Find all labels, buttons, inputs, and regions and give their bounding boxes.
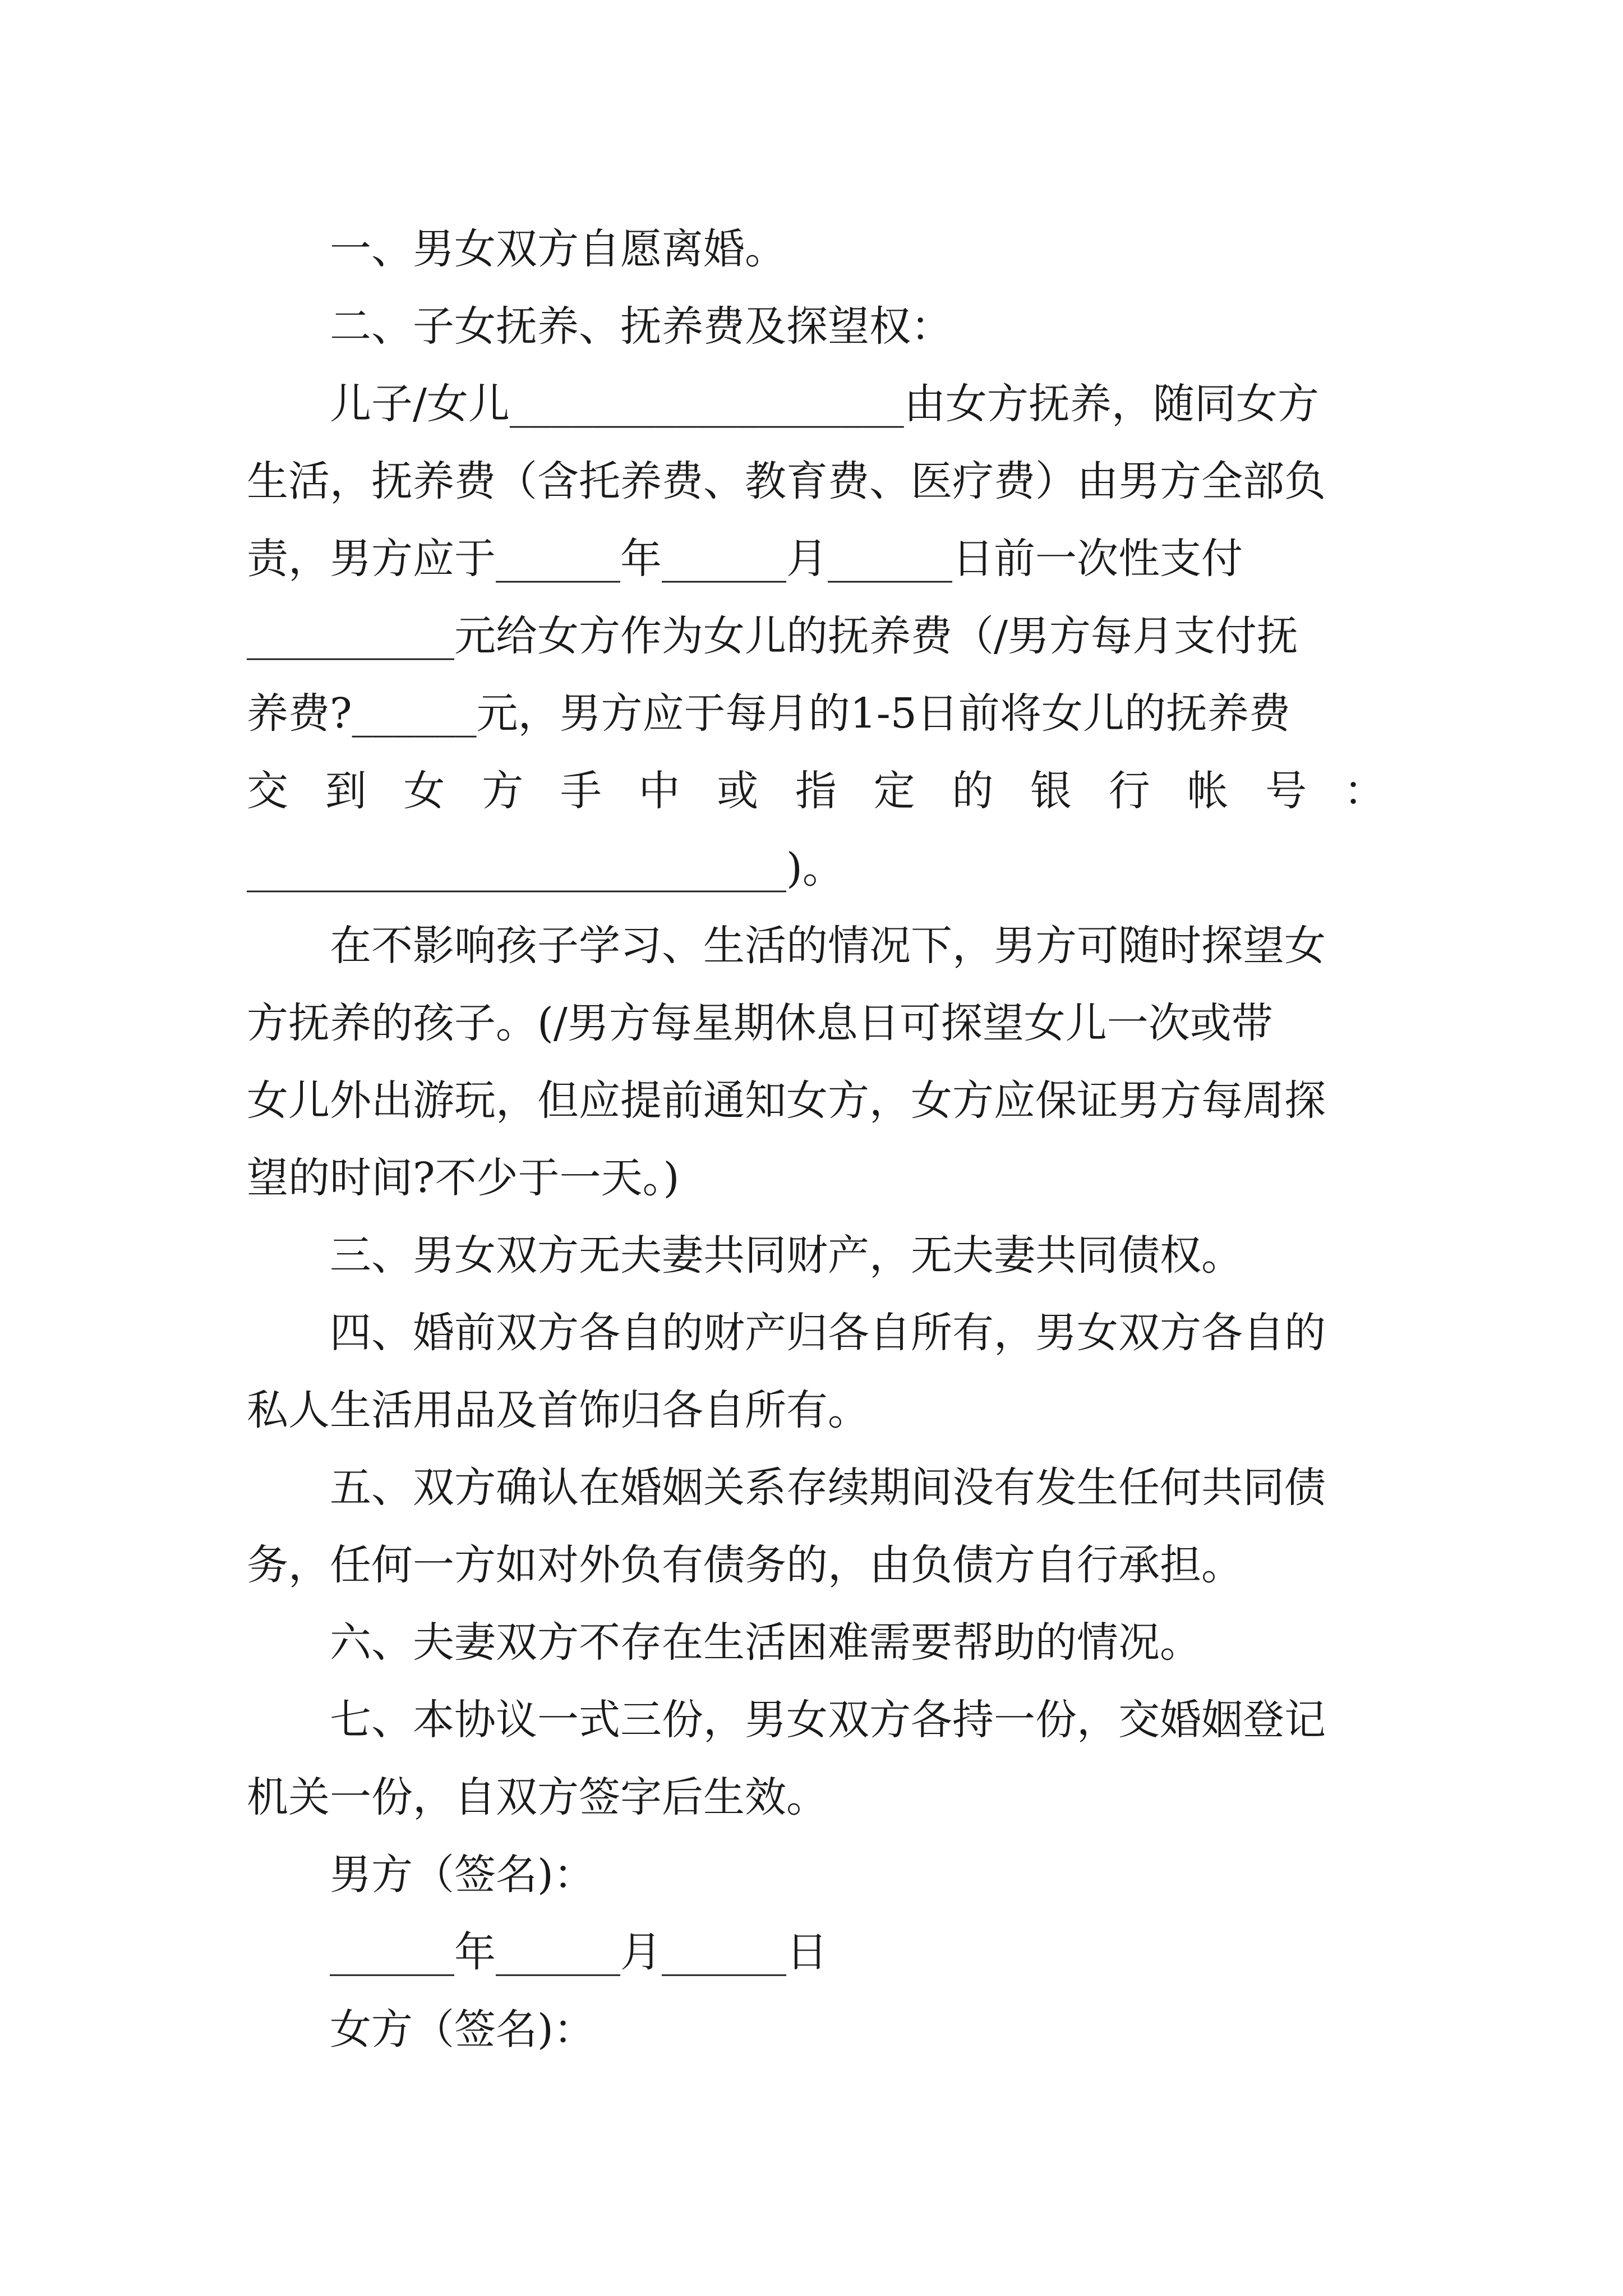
clause-5-line-2: 务，任何一方如对外负有债务的，由负债方自行承担。 [247, 1541, 1243, 1589]
signature-date-line: ______年______月______日 [330, 1928, 828, 1976]
custody-line-4: __________元给女方作为女儿的抚养费（/男方每月支付抚 [247, 612, 1298, 660]
custody-line-6 [247, 752, 1385, 830]
custody-char: 交 [247, 767, 288, 815]
custody-char: 定 [873, 767, 915, 815]
clause-5-line-1: 五、双方确认在婚姻关系存续期间没有发生任何共同债 [330, 1464, 1326, 1512]
visit-line-1: 在不影响孩子学习、生活的情况下，男方可随时探望女 [330, 922, 1326, 970]
custody-char: 帐 [1187, 767, 1229, 815]
female-signature-label: 女方（签名)： [330, 2005, 595, 2054]
custody-char: 指 [795, 767, 837, 815]
custody-char: 的 [952, 767, 994, 815]
agreement-body [247, 210, 1385, 2068]
custody-char: 行 [1108, 767, 1150, 815]
custody-line-5: 养费?______元，男方应于每月的1-5日前将女儿的抚养费 [247, 689, 1290, 738]
custody-char: 到 [325, 767, 367, 815]
custody-char: ： [1343, 767, 1385, 815]
custody-char: 方 [482, 767, 524, 815]
visit-line-3: 女儿外出游玩，但应提前通知女方，女方应保证男方每周探 [247, 1076, 1326, 1125]
custody-char: 女 [403, 767, 445, 815]
custody-line-7: __________________________)。 [247, 844, 844, 892]
custody-line-1: 儿子/女儿___________________由女方抚养，随同女方 [330, 380, 1319, 428]
visit-line-2: 方抚养的孩子。(/男方每星期休息日可探望女儿一次或带 [247, 999, 1273, 1047]
custody-char: 号 [1265, 767, 1307, 815]
clause-7-line-1: 七、本协议一式三份，男女双方各持一份，交婚姻登记 [330, 1696, 1326, 1744]
custody-line-2: 生活，抚养费（含托养费、教育费、医疗费）由男方全部负 [247, 457, 1326, 505]
clause-4-line-1: 四、婚前双方各自的财产归各自所有，男女双方各自的 [330, 1309, 1326, 1357]
clause-2-heading: 二、子女抚养、抚养费及探望权： [330, 302, 952, 351]
clause-7-line-2: 机关一份，自双方签字后生效。 [247, 1773, 828, 1821]
clause-3: 三、男女双方无夫妻共同财产，无夫妻共同债权。 [330, 1231, 1243, 1280]
custody-char: 或 [717, 767, 759, 815]
male-signature-label: 男方（签名)： [330, 1851, 595, 1899]
clause-6: 六、夫妻双方不存在生活困难需要帮助的情况。 [330, 1618, 1201, 1667]
visit-line-4: 望的时间?不少于一天。) [247, 1154, 680, 1202]
clause-4-line-2: 私人生活用品及首饰归各自所有。 [247, 1386, 869, 1434]
clause-1: 一、男女双方自愿离婚。 [330, 225, 786, 273]
custody-char: 银 [1030, 767, 1072, 815]
custody-line-3: 责，男方应于______年______月______日前一次性支付 [247, 535, 1243, 583]
custody-char: 手 [560, 767, 602, 815]
custody-char: 中 [638, 767, 680, 815]
